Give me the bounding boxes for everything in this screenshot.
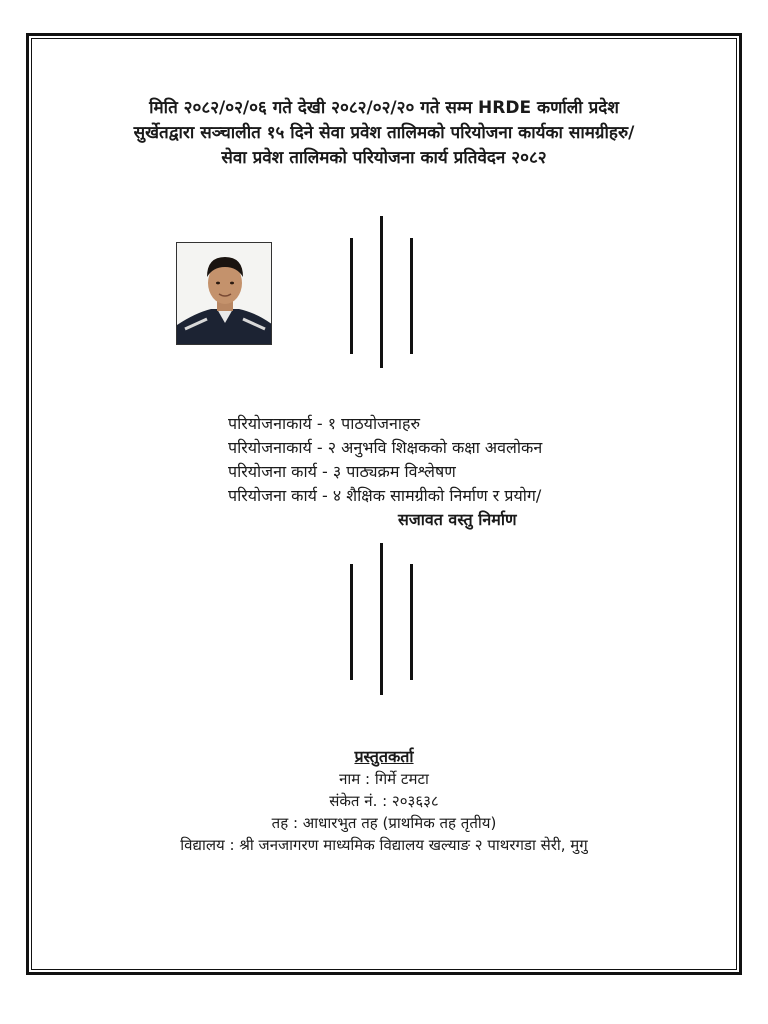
project-item-3: परियोजना कार्य - ३ पाठ्यक्रम विश्लेषण xyxy=(228,462,456,481)
title-line-3: सेवा प्रवेश तालिमको परियोजना कार्य प्रतिवेदन २०८२ xyxy=(221,148,547,168)
presenter-name: नाम : गिर्मे टमटा xyxy=(339,770,429,788)
divider-bar-upper-right xyxy=(410,238,413,354)
project-item-4: परियोजना कार्य - ४ शैक्षिक सामग्रीको निर्माण र प्रयोग/ xyxy=(228,486,542,505)
divider-bar-upper-center xyxy=(380,216,383,368)
project-list xyxy=(228,412,698,532)
divider-bar-lower-left xyxy=(350,564,353,680)
divider-bar-upper-left xyxy=(350,238,353,354)
presenter-code: संकेत नं. : २०३६३८ xyxy=(329,792,439,810)
portrait-image xyxy=(177,243,272,345)
title-line-2: सुर्खेतद्वारा सञ्चालीत १५ दिने सेवा प्रवेश तालिमको परियोजना कार्यका सामग्रीहरु/ xyxy=(133,123,635,143)
divider-bar-lower-right xyxy=(410,564,413,680)
presenter-level: तह : आधारभुत तह (प्राथमिक तह तृतीय) xyxy=(271,814,497,832)
report-title xyxy=(50,96,718,171)
presenter-school: विद्यालय : श्री जनजागरण माध्यमिक विद्यालय खल्याङ २ पाथरगडा सेरी, मुगु xyxy=(180,836,588,854)
presenter-block xyxy=(60,746,708,856)
project-item-1: परियोजनाकार्य - १ पाठयोजनाहरु xyxy=(228,414,421,433)
project-item-2: परियोजनाकार्य - २ अनुभवि शिक्षकको कक्षा अवलोकन xyxy=(228,438,543,457)
presenter-heading: प्रस्तुतकर्ता xyxy=(354,747,414,766)
divider-bar-lower-center xyxy=(380,543,383,695)
project-item-4-continuation: सजावत वस्तु निर्माण xyxy=(398,510,517,529)
title-line-1: मिति २०८२/०२/०६ गते देखी २०८२/०२/२० गते सम्म HRDE कर्णाली प्रदेश xyxy=(149,98,619,118)
participant-photo xyxy=(176,242,272,345)
